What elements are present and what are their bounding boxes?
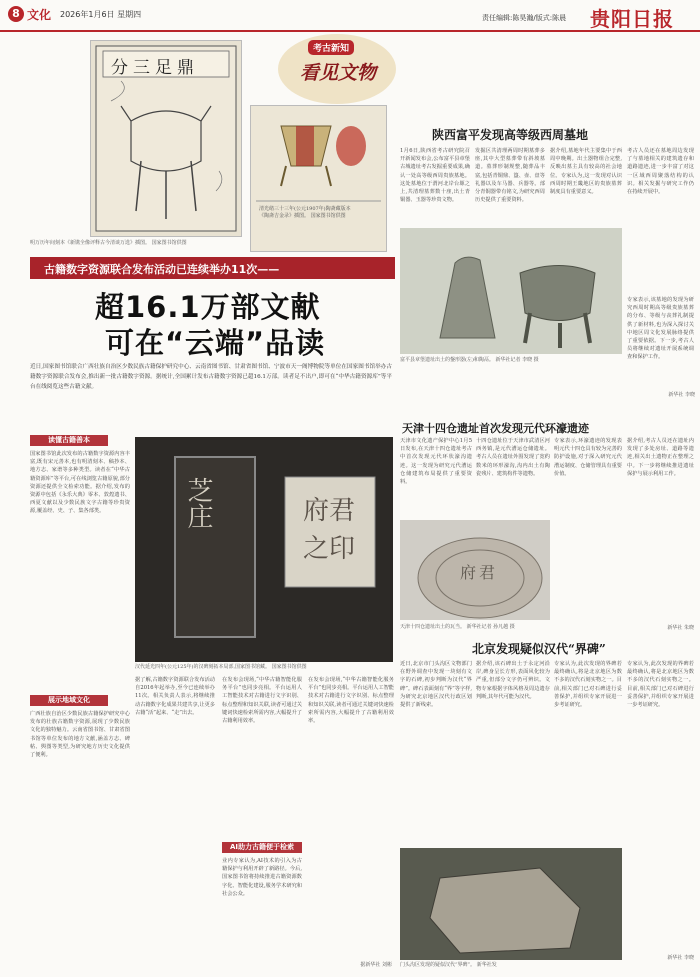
article3-col3: 专家表示,环濠遗迹的发现表明元代十四仓具有较为完善的防护设施,对于深入研究元代漕运制度、仓储管理具有重要价值。 bbox=[554, 438, 622, 477]
article1-col2: 发掘区共清理两周时期墓葬多座,其中大型墓葬带有斜坡墓道。墓葬形制规整,随葬品丰富,包括青铜鼎、簋、壶、盘等礼器以及车马器、兵器等。部分青铜器带有铭文,为研究西周历史提供了重要资料。 bbox=[475, 148, 545, 204]
rubbing-glyphs-left: 芝庄 bbox=[183, 477, 213, 529]
boundary-stone-caption: 门头沟区发现的疑似汉代“界碑”。 新华社发 bbox=[400, 962, 497, 968]
subheading-3: AI助力古籍便于检索 bbox=[222, 842, 302, 853]
article1-col4: 考古人员还在墓地周边发现了与墓地相关的建筑遗存和道路遗迹,进一步丰富了对这一区域西周聚落结构的认识。相关发掘与研究工作仍在持续开展中。 bbox=[627, 148, 694, 196]
article2-body3: 据了解,古籍数字资源联合发布活动自2016年起举办,至今已连续举办11次。相关负责人表示,将继续推动古籍数字化成果共建共享,让更多古籍“活”起来、“走”出去。 bbox=[135, 677, 215, 716]
lead-paragraph: 近日,国家图书馆联合广西壮族自治区少数民族古籍保护研究中心、云南省图书馆、甘肃省图书馆、宁波市天一阁博物院等单位在国家图书馆举办古籍数字资源联合发布会,推出新一批古籍数字资源。据统计,全国累计发布古籍数字资源已超16.1万部。读者足不出户,即可在“中华古籍资源库”等平台在线阅览这些古籍文献。 bbox=[30, 364, 392, 390]
article1-col3: 据介绍,墓地年代主要集中于西周中晚期。出土器物组合完整,反映出墓主具有较高的社会地位。专家认为,这一发现对认识西周时期王畿地区的贵族墓葬制度具有重要意义。 bbox=[550, 148, 622, 196]
article1-title: 陕西富平发现高等级西周墓地 bbox=[432, 128, 589, 142]
boundary-stone-image bbox=[400, 848, 622, 960]
article2-body1: 国家图书馆此次发布的古籍数字资源内容丰富,既有宋元善本,也有明清刻本、稿抄本、地方志、家谱等多种类型。读者在“中华古籍资源库”等平台,可在线浏览古籍原貌,部分资源还提供全文检索功能。据介绍,发布的资源中包括《永乐大典》零本、敦煌遗书、西夏文献以及少数民族文字古籍等珍贵资源,覆盖经、史、子、集各部类。 bbox=[30, 451, 130, 515]
article2-body2: 广西壮族自治区少数民族古籍保护研究中心发布的壮族古籍数字资源,展现了少数民族文化的独特魅力。云南省图书馆、甘肃省图书馆等单位发布的地方文献,涵盖方志、碑帖、舆图等类型,为研究地方历史文化提供了便利。 bbox=[30, 711, 130, 759]
article1-col1: 1月6日,陕西省考古研究院召开新闻发布会,公布富平县章堡古城遗址考古发掘重要成果,确认一处高等级西周贵族墓地。这处墓地位于渭河北岸台塬之上,共清理墓葬数十座,出土青铜器、玉器等珍贵文物。 bbox=[400, 148, 470, 204]
headline-line1: 超16.1万部文献 bbox=[95, 290, 321, 324]
roof-tile-glyphs: 府君 bbox=[460, 563, 499, 582]
article2-body4a: 在发布会现场,“中华古籍智能化服务平台”也同步亮相。平台运用人工智能技术对古籍进行文字识别、标点整理和知识关联,读者可通过关键词快速检索所需内容,大幅提升了古籍利用效率。 bbox=[222, 677, 302, 725]
article3-col2: 十四仓遗址位于天津市武清区河西务镇,是元代漕运仓储遗址。考古人员在遗址外围发现了宽约数米的环形濠沟,沟内出土有陶瓷残片、建筑构件等遗物。 bbox=[476, 438, 550, 477]
column-logo-title: 看见文物 bbox=[300, 62, 377, 84]
bronze-drawing bbox=[251, 106, 386, 251]
section-name: 文化 bbox=[27, 8, 52, 22]
subheading-2: 展示地域文化 bbox=[30, 695, 108, 706]
subheading-1: 读懂古籍善本 bbox=[30, 435, 108, 446]
article4-col2: 据介绍,该石碑出土于永定河沿岸,碑身呈长方形,表面风化较为严重,但部分文字仍可辨识。文物专家根据字体风格及周边遗存判断,其年代可能为汉代。 bbox=[476, 661, 550, 700]
newspaper-logo: 贵阳日报 bbox=[590, 7, 674, 31]
headline-line2: 可在“云端”品读 bbox=[105, 326, 326, 360]
article2-author: 据新华社 刘彬 bbox=[360, 962, 392, 968]
article3-col1: 天津市文化遗产保护中心1月5日发布,在天津十四仓遗址考古中首次发现元代环状濠沟遗迹。这一发现为研究元代漕运仓储建筑布局提供了重要资料。 bbox=[400, 438, 472, 486]
article3-title: 天津十四仓遗址首次发现元代环濠遗迹 bbox=[402, 422, 589, 435]
article3-author: 新华社 朱晓 bbox=[667, 625, 694, 631]
article4-col1: 近日,北京市门头沟区文物部门在野外调查中发现一块刻有文字的石碑,初步判断为汉代“界碑”。碑石表面刻有“界”等字样,为研究北京地区汉代行政区划提供了新线索。 bbox=[400, 661, 472, 709]
pottery-image bbox=[400, 228, 622, 354]
roof-tile-image bbox=[400, 520, 550, 620]
issue-date: 2026年1月6日 星期四 bbox=[60, 10, 142, 19]
article1-col5: 专家表示,该墓地的发现为研究西周时期高等级贵族墓葬的分布、等级与丧葬礼制提供了新材料,也为深入探讨关中地区周文化发展脉络提供了重要依据。下一步,考古人员将继续对遗址开展系统调查和保护工作。 bbox=[627, 297, 694, 361]
rubbing-glyphs-right: 府君之印 bbox=[303, 496, 356, 564]
woodblock-caption: 明万历年间刻本《新镌全像评释古今清谈万选》插图。 国家图书馆供图 bbox=[30, 240, 187, 246]
article4-author: 新华社 李晓 bbox=[667, 955, 694, 961]
article2-body5: 业内专家认为,AI技术的引入为古籍保护与利用开辟了新路径。今后,国家图书馆将持续推进古籍资源数字化、智能化建设,服务学术研究和社会公众。 bbox=[222, 858, 302, 897]
woodblock-illustration bbox=[90, 40, 242, 237]
pottery-drawing bbox=[400, 228, 622, 354]
article4-title: 北京发现疑似汉代“界碑” bbox=[472, 642, 606, 656]
article4-col3: 专家认为,此次发现的界碑若最终确认,将是北京地区为数不多的汉代石刻实物之一。目前,相关部门已对石碑进行妥善保护,并组织专家开展进一步考证研究。 bbox=[554, 661, 622, 709]
article3-col4: 据介绍,考古人员还在遗址内发现了多处房址、道路等遗迹,相关出土遗物正在整理之中。下一步将继续推进遗址保护与展示利用工作。 bbox=[627, 438, 694, 477]
boundary-stone-drawing bbox=[400, 848, 622, 960]
column-logo-kicker: 考古新知 bbox=[308, 40, 354, 55]
rubbing-image bbox=[135, 437, 393, 662]
rubbing-caption: 汉代延光四年(公元125年)的汉碑刻拓本局部,国家图书馆藏。 国家图书馆供图 bbox=[135, 664, 307, 670]
bronze-catalogue-image bbox=[250, 105, 387, 252]
editor-credit: 责任编辑:陈昊瀚/版式:陈晨 bbox=[482, 14, 567, 22]
illustration-title: 分三足鼎 bbox=[111, 58, 199, 78]
roof-tile-caption: 天津十四仓遗址出土的瓦当。 新华社记者 孙凡越 摄 bbox=[400, 624, 515, 630]
article1-author: 新华社 李晓 bbox=[668, 392, 695, 398]
pottery-caption: 富平县章堡遗址出土的鋬形器(左)和陶鬲。 新华社记者 李晓 摄 bbox=[400, 357, 539, 363]
article2-body4b: 在发布会现场,“中华古籍智能化服务平台”也同步亮相。平台运用人工智能技术对古籍进行文字识别、标点整理和知识关联,读者可通过关键词快速检索所需内容,大幅提升了古籍利用效率。 bbox=[308, 677, 394, 725]
page-number: 8 bbox=[8, 6, 24, 22]
bronze-caption: 清光绪三十三年(公元1907年)陶斋藏版本《陶斋吉金录》插图。 国家图书馆供图 bbox=[259, 206, 351, 219]
article4-col4: 专家认为,此次发现的界碑若最终确认,将是北京地区为数不多的汉代石刻实物之一。目前,相关部门已对石碑进行妥善保护,并组织专家开展进一步考证研究。 bbox=[627, 661, 694, 709]
kicker-text: 古籍数字资源联合发布活动已连续举办11次—— bbox=[44, 263, 280, 276]
